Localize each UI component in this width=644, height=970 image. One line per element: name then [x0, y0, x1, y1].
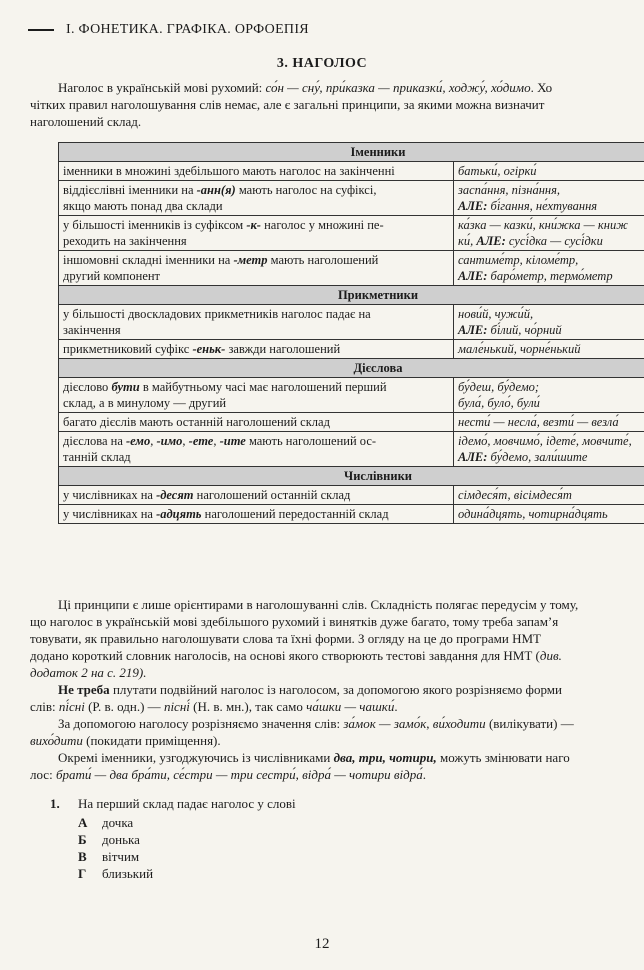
example-cell: [454, 251, 644, 286]
body-line: За допомогою наголосу розрізняємо значення слів: за́мок — замо́к, ви́ходити (вилікувати) —: [58, 716, 574, 731]
example-cell: батьки́, огірки́: [454, 162, 644, 181]
table-row: [59, 181, 644, 216]
example-text: бу́демо, зали́шите: [490, 450, 588, 464]
example-text: нови́й, чужи́й,: [458, 307, 534, 321]
example-cell: [454, 432, 644, 467]
table-row: [59, 340, 644, 359]
table-row: [59, 216, 644, 251]
option-text: дочка: [102, 815, 134, 830]
body-line: вихо́дити (покидати приміщення).: [30, 733, 221, 748]
table-category-row: [59, 286, 644, 305]
table-category-row: [59, 467, 644, 486]
table-row: [59, 305, 644, 340]
rule-cell: прикметниковий суфікс -еньк- завжди наголошений: [59, 340, 454, 359]
ale-label: АЛЕ:: [458, 269, 488, 283]
header-rule: [28, 29, 54, 31]
example-text: сантиме́тр, кіломе́тр,: [458, 253, 579, 267]
option-letter: А: [78, 815, 88, 830]
answer-option[interactable]: [78, 831, 296, 848]
intro-text: Наголос в українській мові рухомий:: [58, 80, 266, 95]
example-text: ідемо́, мовчимо́, ідете́, мовчите́,: [458, 434, 632, 448]
running-head: [28, 22, 309, 38]
ale-label: АЛЕ:: [458, 323, 488, 337]
body-line: Окремі іменники, узгоджуючись із числівниками два, три, чотири, можуть змінювати наго: [58, 750, 570, 765]
table-category-row: [59, 143, 644, 162]
body-text: [30, 596, 644, 783]
body-line: додано короткий словник наголосів, на основі якого створюють тестові завдання для НМТ (див.: [30, 648, 562, 663]
example-cell: одина́дцять, чотирна́дцять: [454, 505, 644, 524]
intro-examples: со́н — сну́, при́казка — приказки́, ходжу́, хо́димо: [265, 80, 531, 95]
example-text: баро́метр, термо́метр: [490, 269, 613, 283]
intro-line: [58, 79, 644, 96]
table-row: [59, 486, 644, 505]
stress-rules-table: [58, 142, 644, 524]
intro-paragraph: [30, 79, 644, 130]
question-text: На перший склад падає наголос у слові: [78, 796, 296, 811]
intro-line: наголошений склад.: [30, 114, 142, 129]
option-text: донька: [102, 832, 140, 847]
rule-cell: іншомовні складні іменники на -метр мають наголошений другий компонент: [59, 251, 454, 286]
table-row: [59, 162, 644, 181]
example-text: бі́гання, не́хтування: [490, 199, 598, 213]
example-text: сусі́дка — сусі́дки: [508, 234, 603, 248]
rule-cell: у більшості двоскладових прикметників наголос падає на закінчення: [59, 305, 454, 340]
rule-cell: у більшості іменників із суфіксом -к- наголос у множині пе- реходить на закінчення: [59, 216, 454, 251]
option-letter: Б: [78, 832, 87, 847]
table-row: [59, 378, 644, 413]
rule-cell: багато дієслів мають останній наголошений склад: [59, 413, 454, 432]
intro-text: . Хо: [530, 80, 553, 95]
example-cell: [454, 378, 644, 413]
example-text: ка́зка — казки́, кни́жка — книж: [458, 218, 628, 232]
category-cell: Прикметники: [59, 286, 644, 305]
example-text: ки́,: [458, 234, 477, 248]
option-text: близький: [102, 866, 154, 881]
test-question: [50, 795, 296, 882]
example-text: заспа́ння, пізна́ння,: [458, 183, 561, 197]
rule-cell: іменники в множині здебільшого мають наголос на закінченні: [59, 162, 454, 181]
body-line: слів: пі́сні (Р. в. одн.) — пісні́ (Н. в. мн.), так само ча́шки — чашки́.: [30, 699, 398, 714]
example-text: була́, було́, були́: [458, 396, 540, 410]
example-cell: нести́ — несла́, везти́ — везла́: [454, 413, 644, 432]
body-line: Ці принципи є лише орієнтирами в наголошуванні слів. Складність полягає передусім у тому,: [58, 597, 579, 612]
rule-cell: віддієслівні іменники на -анн(я) мають наголос на суфіксі, якщо мають понад два склади: [59, 181, 454, 216]
answer-option[interactable]: [78, 814, 296, 831]
option-letter: В: [78, 849, 87, 864]
body-line: додаток 2 на с. 219).: [30, 665, 147, 680]
table-row: [59, 432, 644, 467]
rule-cell: у числівниках на -десят наголошений останній склад: [59, 486, 454, 505]
example-text: бу́деш, бу́демо;: [458, 380, 540, 394]
question-head: [50, 795, 296, 812]
answer-options: [78, 814, 296, 882]
example-text: бі́лий, чо́рний: [490, 323, 562, 337]
intro-line: чітких правил наголошування слів немає, але є загальні принципи, за якими можна визначит: [30, 97, 545, 112]
example-cell: сімдеся́т, вісімдеся́т: [454, 486, 644, 505]
answer-option[interactable]: [78, 865, 296, 882]
option-text: вітчим: [102, 849, 140, 864]
table-row: [59, 251, 644, 286]
running-title: І. ФОНЕТИКА. ГРАФІКА. ОРФОЕПІЯ: [66, 22, 309, 37]
option-letter: Г: [78, 866, 87, 881]
rule-cell: дієслова на -емо, -имо, -ете, -ите мають наголошений ос- танній склад: [59, 432, 454, 467]
table-row: [59, 505, 644, 524]
category-cell: Дієслова: [59, 359, 644, 378]
body-line: лос: брати́ — два бра́ти, се́стри — три сестри́, відра́ — чотири відра́.: [30, 767, 426, 782]
body-line: що наголос в українській мові здебільшого рухомий і винятків дуже багато, тому треба запам’я: [30, 614, 559, 629]
body-line: товувати, як правильно наголошувати слова та їхні форми. З огляду на це до програми НМТ: [30, 631, 541, 646]
category-cell: Числівники: [59, 467, 644, 486]
example-cell: [454, 216, 644, 251]
table-row: [59, 413, 644, 432]
question-number: 1.: [50, 796, 60, 811]
ale-label: АЛЕ:: [458, 450, 488, 464]
example-cell: [454, 181, 644, 216]
page-number: 12: [314, 936, 330, 952]
example-cell: [454, 305, 644, 340]
rule-cell: дієслово бути в майбутньому часі має наголошений перший склад, а в минулому — другий: [59, 378, 454, 413]
table-category-row: [59, 359, 644, 378]
ale-label: АЛЕ:: [476, 234, 506, 248]
section-title: 3. НАГОЛОС: [276, 56, 368, 71]
ale-label: АЛЕ:: [458, 199, 488, 213]
category-cell: Іменники: [59, 143, 644, 162]
body-line: Не треба плутати подвійний наголос із наголосом, за допомогою якого розрізняємо форми: [58, 682, 562, 697]
example-cell: мале́нький, чорне́нький: [454, 340, 644, 359]
answer-option[interactable]: [78, 848, 296, 865]
rule-cell: у числівниках на -адцять наголошений передостанній склад: [59, 505, 454, 524]
